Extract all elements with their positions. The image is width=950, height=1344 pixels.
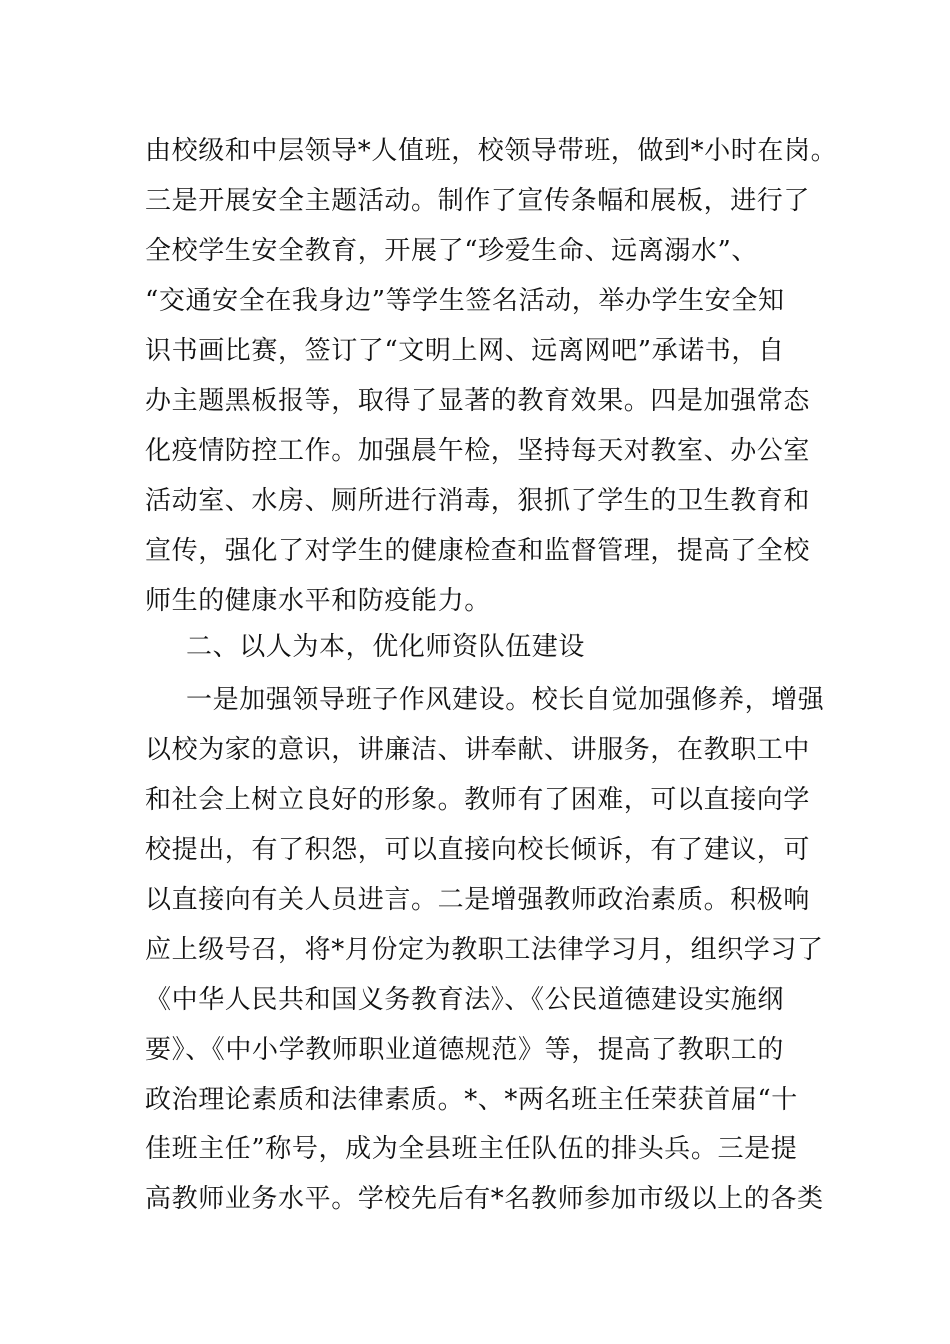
text-line: 由校级和中层领导*人值班，校领导带班，做到*小时在岗。 bbox=[145, 136, 838, 166]
text-line: “交通安全在我身边”等学生签名活动，举办学生安全知 bbox=[145, 286, 785, 316]
text-line: 《中华人民共和国义务教育法》、《公民道德建设实施纲 bbox=[145, 985, 785, 1015]
text-line: 应上级号召，将*月份定为教职工法律学习月，组织学习了 bbox=[145, 935, 824, 965]
text-line: 政治理论素质和法律素质。*、*两名班主任荣获首届“十 bbox=[145, 1085, 798, 1115]
section-heading: 二、以人为本，优化师资队伍建设 bbox=[186, 632, 586, 662]
text-line: 化疫情防控工作。加强晨午检，坚持每天对教室、办公室 bbox=[145, 436, 811, 466]
text-line: 以校为家的意识，讲廉洁、讲奉献、讲服务，在教职工中 bbox=[145, 735, 811, 765]
text-line: 识书画比赛，签订了“文明上网、远离网吧”承诺书，自 bbox=[145, 336, 785, 366]
text-line: 办主题黑板报等，取得了显著的教育效果。四是加强常态 bbox=[145, 386, 811, 416]
text-line: 三是开展安全主题活动。制作了宣传条幅和展板，进行了 bbox=[145, 186, 811, 216]
text-line: 师生的健康水平和防疫能力。 bbox=[145, 586, 491, 616]
text-line: 和社会上树立良好的形象。教师有了困难，可以直接向学 bbox=[145, 785, 811, 815]
text-line: 宣传，强化了对学生的健康检查和监督管理，提高了全校 bbox=[145, 536, 811, 566]
text-line: 要》、《中小学教师职业道德规范》等，提高了教职工的 bbox=[145, 1035, 785, 1065]
text-line: 全校学生安全教育，开展了“珍爱生命、远离溺水”、 bbox=[145, 236, 758, 266]
text-line: 佳班主任”称号，成为全县班主任队伍的排头兵。三是提 bbox=[145, 1134, 798, 1164]
text-line: 高教师业务水平。学校先后有*名教师参加市级以上的各类 bbox=[145, 1184, 824, 1214]
text-line: 校提出，有了积怨，可以直接向校长倾诉，有了建议，可 bbox=[145, 835, 811, 865]
text-line: 一是加强领导班子作风建设。校长自觉加强修养，增强 bbox=[186, 685, 825, 715]
text-line: 活动室、水房、厕所进行消毒，狠抓了学生的卫生教育和 bbox=[145, 486, 811, 516]
text-line: 以直接向有关人员进言。二是增强教师政治素质。积极响 bbox=[145, 885, 811, 915]
